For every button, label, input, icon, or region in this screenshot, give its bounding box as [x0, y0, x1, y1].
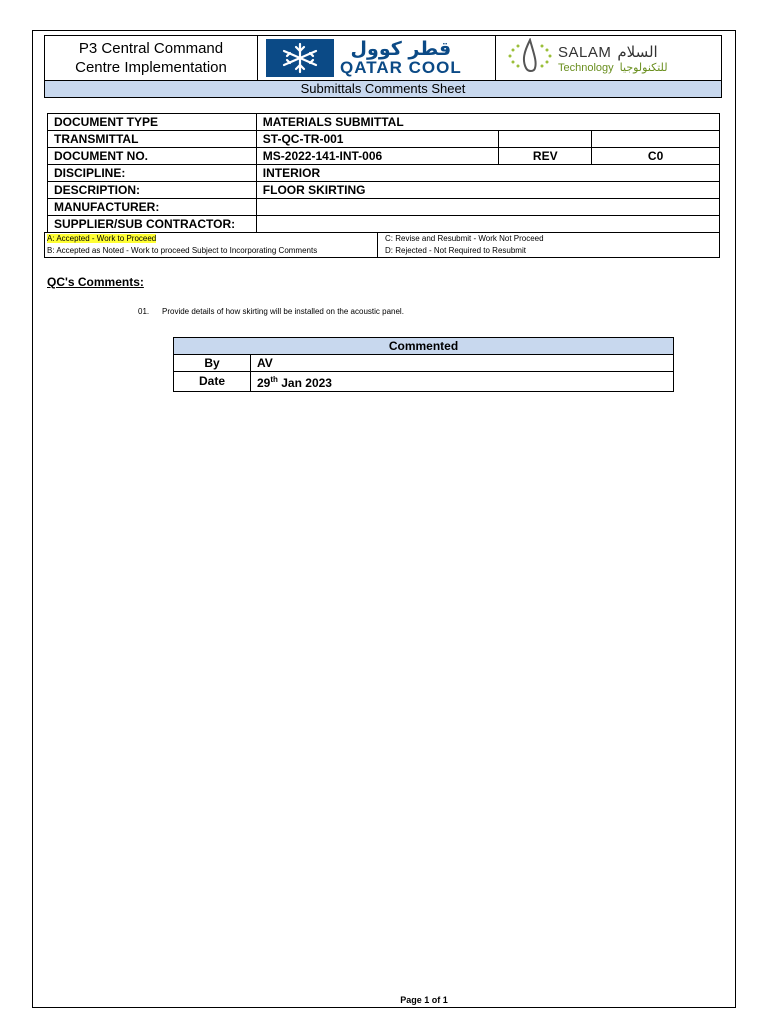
discipline-value: INTERIOR — [256, 165, 719, 182]
supplier-value — [256, 216, 719, 233]
table-row — [48, 182, 720, 199]
comment-item — [138, 307, 404, 316]
salam-logo — [496, 36, 721, 80]
date-value — [251, 372, 674, 392]
page-number: Page 1 of 1 — [400, 995, 448, 1005]
status-code-b: B: Accepted as Noted - Work to proceed Subject to Incorporating Comments — [47, 246, 318, 255]
signoff-table — [173, 337, 674, 392]
table-row — [174, 372, 674, 392]
rev-label: REV — [499, 148, 592, 165]
document-type-label: DOCUMENT TYPE — [48, 114, 257, 131]
table-row — [174, 338, 674, 355]
date-suffix: th — [270, 375, 278, 384]
table-row — [48, 216, 720, 233]
status-codes-legend — [44, 232, 720, 258]
document-type-value: MATERIALS SUBMITTAL — [256, 114, 719, 131]
rev-value: C0 — [592, 148, 720, 165]
table-row — [48, 165, 720, 182]
salam-drop-icon — [506, 38, 554, 79]
snowflake-icon — [266, 39, 334, 77]
date-day: 29 — [257, 376, 271, 390]
manufacturer-label: MANUFACTURER: — [48, 199, 257, 216]
date-label: Date — [174, 372, 251, 392]
signoff-header: Commented — [174, 338, 674, 355]
status-code-d: D: Rejected - Not Required to Resubmit — [385, 246, 526, 255]
status-code-a: A: Accepted - Work to Proceed — [47, 234, 157, 243]
salam-arabic: السلام — [617, 42, 658, 61]
document-no-label: DOCUMENT NO. — [48, 148, 257, 165]
qatar-cool-arabic: قطر كوول — [350, 38, 452, 60]
status-code-c: C: Revise and Resubmit - Work Not Proceed — [385, 234, 544, 243]
project-title — [45, 36, 258, 80]
comment-text: Provide details of how skirting will be installed on the acoustic panel. — [162, 307, 404, 316]
manufacturer-value — [256, 199, 719, 216]
table-row — [48, 148, 720, 165]
sheet-subtitle: Submittals Comments Sheet — [44, 81, 722, 98]
table-row — [48, 199, 720, 216]
transmittal-value: ST-QC-TR-001 — [256, 131, 499, 148]
table-row — [48, 114, 720, 131]
transmittal-label: TRANSMITTAL — [48, 131, 257, 148]
qatar-cool-logo — [258, 36, 496, 80]
document-header — [44, 35, 722, 81]
document-no-value: MS-2022-141-INT-006 — [256, 148, 499, 165]
discipline-label: DISCIPLINE: — [48, 165, 257, 182]
table-row — [48, 131, 720, 148]
comment-number: 01. — [138, 307, 150, 316]
qatar-cool-english: QATAR COOL — [340, 58, 462, 77]
empty-cell — [592, 131, 720, 148]
salam-english: SALAM — [558, 43, 612, 61]
by-value: AV — [251, 355, 674, 372]
project-title-line1: P3 Central Command — [78, 40, 224, 57]
date-rest: Jan 2023 — [277, 376, 332, 390]
project-title-line2: Centre Implementation — [75, 59, 227, 76]
salam-technology: Technology — [558, 61, 614, 74]
qc-comments-heading: QC's Comments: — [47, 275, 144, 289]
by-label: By — [174, 355, 251, 372]
salam-technology-arabic: للتكنولوجيا — [619, 60, 668, 74]
description-label: DESCRIPTION: — [48, 182, 257, 199]
empty-cell — [499, 131, 592, 148]
description-value: FLOOR SKIRTING — [256, 182, 719, 199]
table-row — [174, 355, 674, 372]
supplier-label: SUPPLIER/SUB CONTRACTOR: — [48, 216, 257, 233]
document-info-table — [47, 113, 720, 233]
